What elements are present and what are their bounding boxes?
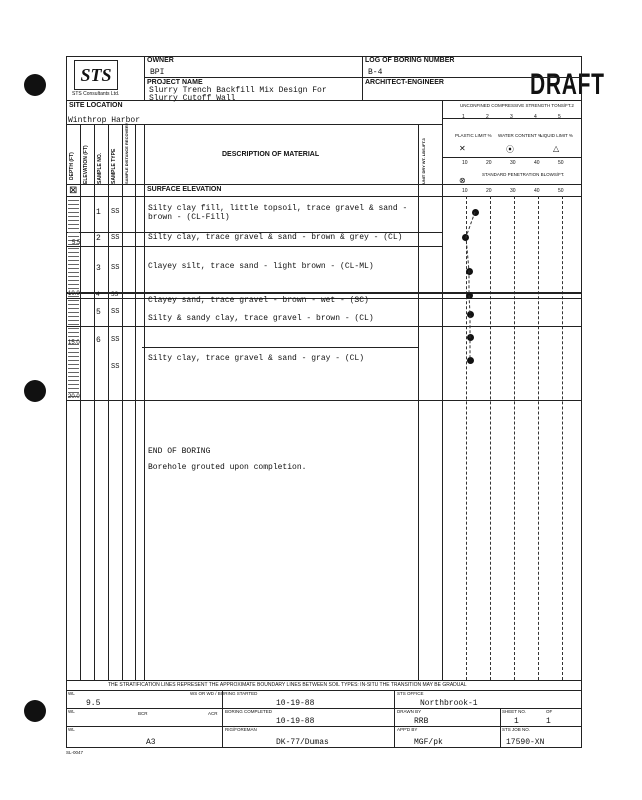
water-content-label: WATER CONTENT % xyxy=(498,133,542,138)
sample-no: 4 xyxy=(96,291,100,298)
penetration-label: STANDARD PENETRATION BLOWS/FT. xyxy=(482,172,565,177)
sample-type: SS xyxy=(111,208,120,216)
penetration-tick: 40 xyxy=(534,188,540,194)
drawn-by: RRB xyxy=(414,717,429,726)
grout-note: Borehole grouted upon completion. xyxy=(148,463,307,472)
liquid-triangle-icon: △ xyxy=(553,144,560,153)
depth-mark-4: 20.0 xyxy=(68,394,80,400)
wl-label: WL xyxy=(68,691,75,696)
sheet-no: 1 xyxy=(514,717,519,726)
penetration-symbol-icon: ⊗ xyxy=(459,176,466,185)
sample-no: 2 xyxy=(96,234,101,243)
sample-type: SS xyxy=(111,291,119,298)
sample-no: 3 xyxy=(96,264,101,273)
boring-started-label: WS OR WD / BORING STARTED xyxy=(190,691,258,696)
sheet-no-label: SHEET NO. xyxy=(502,709,527,714)
depth-mark-3: 15.0 xyxy=(68,340,80,346)
wl-label-3: WL xyxy=(68,727,75,732)
architect-label: ARCHITECT-ENGINEER xyxy=(365,79,444,86)
wl-label-2: WL xyxy=(68,709,75,714)
sample-description: Silty & sandy clay, trace gravel - brown - (CL) xyxy=(148,314,374,323)
company-logo: STS xyxy=(74,60,118,90)
start-cross: ⊠ xyxy=(69,185,78,196)
app-by-label: APP'D BY xyxy=(397,727,418,732)
sheet-of: 1 xyxy=(546,717,551,726)
project-line-2: Slurry Cutoff Wall xyxy=(149,94,236,103)
sample-type: SS xyxy=(111,234,120,242)
elevation-column-label: ELEVATION (FT) xyxy=(83,145,89,184)
boring-started: 10-19-88 xyxy=(276,699,315,708)
depth-mark-1: 5.5 xyxy=(72,240,81,246)
sts-office: Northbrook-1 xyxy=(420,699,478,708)
stratification-note: THE STRATIFICATION LINES REPRESENT THE APPROXIMATE BOUNDARY LINES BETWEEN SOIL TYPES: IN-SITU THE TRANSITION MAY BE GRADUAL xyxy=(108,682,467,688)
sts-job: 17590-XN xyxy=(506,738,545,747)
strength-tick: 4 xyxy=(534,114,537,120)
sample-type: SS xyxy=(111,336,120,344)
depth-column-label: DEPTH (FT) xyxy=(69,152,75,180)
unit-weight-column-label: UNIT DRY WT. LBS./FT.3 xyxy=(421,138,426,184)
boring-number: B-4 xyxy=(368,68,383,77)
sample-no-column-label: SAMPLE NO. xyxy=(97,152,103,184)
of-label: OF xyxy=(546,709,553,714)
sample-no: 5 xyxy=(96,308,101,317)
rig-value-2: A3 xyxy=(146,738,156,747)
sample-type: SS xyxy=(111,363,120,371)
strength-tick: 5 xyxy=(558,114,561,120)
sample-description: Silty clay fill, little topsoil, trace gravel & sand - brown - (CL-Fill) xyxy=(148,204,408,222)
rig-label: RIG/FOREMAN xyxy=(225,727,257,732)
sts-office-label: STS OFFICE xyxy=(397,691,424,696)
moisture-tick: 10 xyxy=(462,160,468,166)
project-label: PROJECT NAME xyxy=(147,79,203,86)
sample-description: Clayey sand, trace gravel - brown - wet - (SC) xyxy=(148,296,369,305)
sample-distance-column-label: SAMPLE DISTANCE RECOVERY xyxy=(124,122,129,184)
penetration-tick: 10 xyxy=(462,188,468,194)
site-label: SITE LOCATION xyxy=(69,102,123,109)
wl-value: 9.5 xyxy=(86,699,101,708)
site-value: Winthrop Harbor xyxy=(68,116,141,125)
description-header: DESCRIPTION OF MATERIAL xyxy=(222,151,320,158)
sample-type: SS xyxy=(111,308,120,316)
strength-tick: 1 xyxy=(462,114,465,120)
draft-stamp: DRAFT xyxy=(530,68,605,101)
drawn-by-label: DRAWN BY xyxy=(397,709,422,714)
liquid-limit-label: LIQUID LIMIT % xyxy=(540,133,573,138)
strength-tick: 2 xyxy=(486,114,489,120)
sample-description: Clayey silt, trace sand - light brown - (CL-ML) xyxy=(148,262,374,271)
app-by: MGF/pk xyxy=(414,738,443,747)
end-of-boring: END OF BORING xyxy=(148,447,211,456)
moisture-tick: 40 xyxy=(534,160,540,166)
strength-label: UNCONFINED COMPRESSIVE STRENGTH TONS/FT.2 xyxy=(460,103,574,108)
sts-job-label: STS JOB NO. xyxy=(502,727,531,732)
bcr-label: BCR xyxy=(138,711,148,716)
boring-completed-label: BORING COMPLETED xyxy=(225,709,273,714)
sample-description: Silty clay, trace gravel & sand - brown & grey - (CL) xyxy=(148,233,403,242)
company-name: STS Consultants Ltd. xyxy=(72,91,120,97)
log-boring-label: LOG OF BORING NUMBER xyxy=(365,57,455,64)
penetration-tick: 30 xyxy=(510,188,516,194)
project-line-1: Slurry Trench Backfill Mix Design For xyxy=(149,86,327,95)
sample-no: 1 xyxy=(96,208,101,217)
penetration-tick: 20 xyxy=(486,188,492,194)
plastic-limit-label: PLASTIC LIMIT % xyxy=(455,133,492,138)
strength-tick: 3 xyxy=(510,114,513,120)
surface-elevation-label: SURFACE ELEVATION xyxy=(147,186,222,193)
moisture-tick: 50 xyxy=(558,160,564,166)
boring-completed: 10-19-88 xyxy=(276,717,315,726)
owner-label: OWNER xyxy=(147,57,174,64)
plastic-x-icon: ✕ xyxy=(459,144,466,153)
owner-value: BPI xyxy=(150,68,165,77)
sample-description: Silty clay, trace gravel & sand - gray - (CL) xyxy=(148,354,365,363)
moisture-tick: 20 xyxy=(486,160,492,166)
sample-no: 6 xyxy=(96,336,101,345)
acr-label: ACR xyxy=(208,711,218,716)
water-circle-icon: ⦿ xyxy=(506,145,514,154)
sample-type: SS xyxy=(111,264,120,272)
form-code: SL-0047 xyxy=(66,750,84,755)
depth-mark-2: 10.0 xyxy=(68,291,80,297)
sample-type-column-label: SAMPLE TYPE xyxy=(111,148,117,184)
rig-value: DK-77/Dumas xyxy=(276,738,329,747)
moisture-tick: 30 xyxy=(510,160,516,166)
penetration-tick: 50 xyxy=(558,188,564,194)
